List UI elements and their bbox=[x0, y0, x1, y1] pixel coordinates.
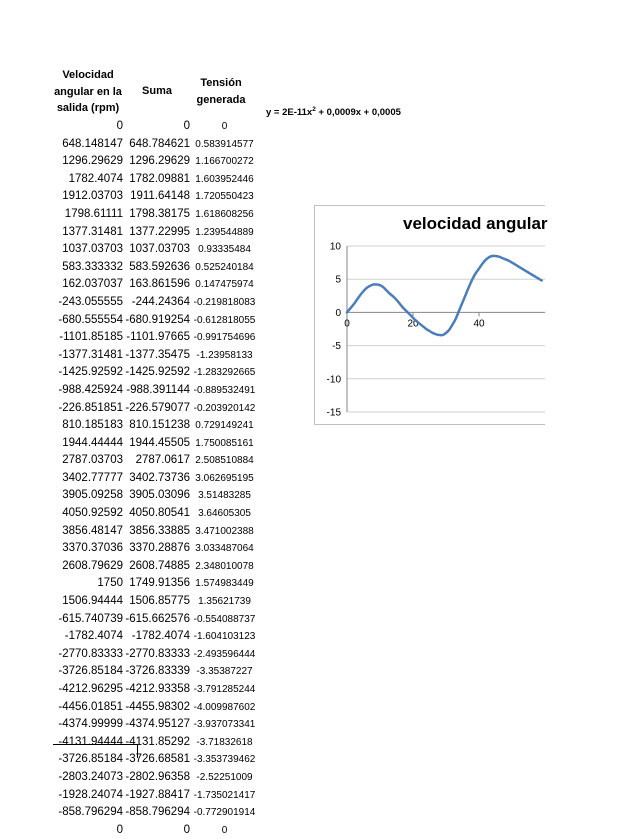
cell-border-bottom bbox=[53, 744, 137, 745]
cell-suma: 3856.33885 bbox=[129, 524, 190, 537]
table-row bbox=[50, 663, 258, 681]
cell-suma: 4050.80541 bbox=[129, 507, 190, 520]
cell-tension: 3.51483285 bbox=[198, 490, 251, 502]
cell-velocidad: -680.555554 bbox=[58, 313, 123, 326]
header-line: Suma bbox=[142, 85, 172, 97]
table-row bbox=[50, 523, 258, 541]
table-row bbox=[50, 329, 258, 347]
cell-velocidad: -1101.85185 bbox=[59, 331, 123, 344]
cell-suma: -988.391144 bbox=[126, 383, 190, 396]
cell-tension: 1.750085161 bbox=[195, 437, 254, 449]
table-row bbox=[50, 347, 258, 365]
table-row bbox=[50, 136, 258, 154]
cell-velocidad: -4212.96295 bbox=[58, 683, 123, 695]
table-row bbox=[50, 769, 258, 787]
cell-suma: -1377.35475 bbox=[125, 348, 190, 361]
cell-tension: 0 bbox=[221, 824, 228, 836]
cell-suma: -4455.98302 bbox=[125, 700, 190, 713]
chart-plot bbox=[315, 206, 545, 424]
table-row bbox=[50, 751, 258, 769]
cell-suma: -4131.85292 bbox=[125, 735, 190, 748]
cell-suma: -1425.92592 bbox=[125, 366, 190, 379]
cell-velocidad: 1377.31481 bbox=[62, 225, 123, 238]
equation-lhs: y = 2E-11x bbox=[266, 107, 313, 118]
table-row bbox=[50, 734, 258, 752]
cell-tension: -3.937073341 bbox=[193, 719, 256, 731]
cell-tension: -0.554088737 bbox=[193, 613, 256, 625]
cell-tension: -0.772901914 bbox=[193, 807, 256, 819]
table-row bbox=[50, 171, 258, 189]
cell-velocidad: -1928.24074 bbox=[58, 788, 123, 801]
cell-suma: 1037.03703 bbox=[129, 243, 190, 256]
cell-tension: -1.735021417 bbox=[193, 789, 256, 801]
cell-tension: -3.35387227 bbox=[196, 666, 253, 678]
cell-tension: -1.604103123 bbox=[193, 631, 256, 643]
equation-rhs: + 0,0009x + 0,0005 bbox=[315, 107, 401, 118]
cell-tension: 1.574983449 bbox=[195, 578, 254, 590]
cell-velocidad: -858.796294 bbox=[58, 806, 123, 819]
cell-suma: -226.579077 bbox=[125, 401, 190, 414]
cell-velocidad: 1798.61111 bbox=[64, 207, 123, 220]
cell-suma: 0 bbox=[183, 823, 190, 836]
table-row bbox=[50, 312, 258, 330]
cell-suma: -3726.68581 bbox=[125, 753, 190, 766]
cell-suma: -2770.83333 bbox=[125, 647, 190, 660]
cell-tension: -4.009987602 bbox=[193, 701, 256, 713]
cell-velocidad: -615.740739 bbox=[58, 612, 123, 625]
cell-velocidad: -4456.01851 bbox=[58, 700, 123, 713]
cell-tension: 1.603952446 bbox=[195, 173, 254, 185]
table-body bbox=[50, 118, 258, 839]
cell-suma: 2608.74885 bbox=[129, 559, 190, 572]
cell-velocidad: -2803.24073 bbox=[58, 770, 123, 783]
cell-suma: 3905.03096 bbox=[129, 489, 190, 502]
y-tick-label: 10 bbox=[329, 241, 341, 253]
cell-tension: 1.166700272 bbox=[195, 156, 254, 168]
table-row bbox=[50, 558, 258, 576]
cell-velocidad: 0 bbox=[116, 120, 123, 132]
header-tension-generada bbox=[188, 75, 254, 108]
cell-suma: 3370.28876 bbox=[129, 542, 190, 555]
cell-tension: 1.239544889 bbox=[195, 226, 254, 238]
cell-suma: 1944.45505 bbox=[129, 436, 190, 449]
data-table bbox=[50, 118, 258, 839]
cell-tension: 0.525240184 bbox=[195, 261, 254, 273]
header-line: generada bbox=[196, 93, 246, 106]
table-row bbox=[50, 575, 258, 593]
cell-velocidad: 1296.29629 bbox=[62, 155, 123, 168]
table-row bbox=[50, 681, 258, 699]
cell-tension: 3.033487064 bbox=[195, 543, 254, 555]
cell-velocidad: -4131.94444 bbox=[58, 735, 123, 748]
cell-velocidad: -988.425924 bbox=[58, 383, 123, 396]
trendline-equation bbox=[266, 106, 401, 118]
cell-suma: -1782.4074 bbox=[131, 630, 190, 643]
cell-suma: 2787.0617 bbox=[135, 454, 190, 467]
cell-suma: -680.919254 bbox=[125, 313, 190, 326]
table-row bbox=[50, 611, 258, 629]
table-row bbox=[50, 417, 258, 435]
table-row bbox=[50, 400, 258, 418]
cell-velocidad: 3370.37036 bbox=[62, 542, 123, 555]
header-velocidad-angular bbox=[52, 67, 124, 117]
y-tick-label: -10 bbox=[326, 374, 341, 386]
cell-tension: -3.71832618 bbox=[196, 736, 253, 748]
cell-tension: -3.791285244 bbox=[193, 684, 256, 695]
cell-velocidad: 1944.44444 bbox=[62, 436, 123, 449]
series-line bbox=[347, 256, 542, 335]
header-line: angular en la bbox=[54, 85, 122, 98]
table-row bbox=[50, 628, 258, 646]
table-row bbox=[50, 294, 258, 312]
cell-suma: -615.662576 bbox=[125, 612, 190, 625]
table-row bbox=[50, 118, 258, 136]
table-row bbox=[50, 153, 258, 171]
table-row bbox=[50, 787, 258, 805]
cell-tension: -2.52251009 bbox=[196, 771, 253, 783]
table-row bbox=[50, 206, 258, 224]
cell-velocidad: -243.055555 bbox=[58, 295, 123, 308]
table-row bbox=[50, 487, 258, 505]
y-tick-label: -5 bbox=[332, 341, 341, 353]
cell-suma: -858.796294 bbox=[125, 806, 190, 819]
cell-velocidad: 2608.79629 bbox=[62, 559, 123, 572]
table-row bbox=[50, 259, 258, 277]
cell-tension: 1.618608256 bbox=[195, 208, 254, 220]
table-row bbox=[50, 276, 258, 294]
cell-tension: -0.889532491 bbox=[193, 384, 256, 396]
cell-velocidad: -3726.85184 bbox=[58, 665, 123, 678]
cell-suma: 1911.64148 bbox=[130, 190, 190, 203]
table-row bbox=[50, 452, 258, 470]
table-row bbox=[50, 435, 258, 453]
table-row bbox=[50, 593, 258, 611]
cell-tension: 3.64605305 bbox=[198, 508, 251, 520]
cell-velocidad: 0 bbox=[116, 823, 123, 836]
cell-velocidad: 162.037037 bbox=[62, 278, 123, 291]
cell-suma: 1296.29629 bbox=[129, 155, 190, 168]
x-tick-label: 0 bbox=[344, 318, 350, 330]
cell-velocidad: 583.333332 bbox=[62, 260, 123, 273]
cell-tension: 2.508510884 bbox=[195, 455, 254, 467]
equation-exponent: 2 bbox=[312, 106, 316, 113]
cell-tension: -1.23958133 bbox=[196, 349, 253, 361]
cell-velocidad: 810.185183 bbox=[62, 419, 123, 432]
header-line: Velocidad bbox=[62, 69, 114, 81]
header-line: salida (rpm) bbox=[56, 102, 120, 114]
cell-velocidad: 1037.03703 bbox=[62, 243, 123, 256]
cell-velocidad: 4050.92592 bbox=[62, 507, 123, 520]
cell-velocidad: 648.148147 bbox=[62, 137, 123, 150]
cell-velocidad: 3905.09258 bbox=[62, 489, 123, 502]
cell-velocidad: -226.851851 bbox=[58, 401, 123, 414]
cell-suma: 1506.85775 bbox=[129, 595, 190, 608]
cell-tension: -0.991754696 bbox=[193, 332, 256, 344]
table-row bbox=[50, 188, 258, 206]
cell-tension: -2.493596444 bbox=[193, 648, 256, 660]
y-tick-label: 5 bbox=[335, 274, 341, 286]
table-row bbox=[50, 540, 258, 558]
cell-tension: 3.471002388 bbox=[195, 525, 254, 537]
table-row bbox=[50, 699, 258, 717]
cell-suma: 648.784621 bbox=[129, 137, 190, 150]
cell-suma: -1101.97665 bbox=[126, 331, 190, 344]
cell-tension: 2.348010078 bbox=[195, 560, 254, 572]
cell-suma: 3402.73736 bbox=[129, 471, 190, 484]
cell-suma: -1927.88417 bbox=[125, 788, 190, 801]
cell-tension: 0.93335484 bbox=[198, 244, 251, 256]
cell-tension: 0.583914577 bbox=[195, 138, 254, 150]
cell-velocidad: -4374.99999 bbox=[58, 718, 123, 731]
header-suma bbox=[126, 83, 188, 100]
cell-velocidad: -1377.31481 bbox=[58, 348, 123, 361]
cell-tension: 0.147475974 bbox=[195, 279, 254, 291]
table-row bbox=[50, 804, 258, 822]
table-row bbox=[50, 716, 258, 734]
cell-velocidad: 1782.4074 bbox=[68, 172, 123, 185]
cell-velocidad: 1750 bbox=[97, 577, 123, 590]
cell-suma: 163.861596 bbox=[129, 278, 190, 291]
cell-velocidad: -1425.92592 bbox=[58, 366, 123, 379]
cell-tension: 1.720550423 bbox=[195, 191, 254, 203]
table-row bbox=[50, 646, 258, 664]
x-tick-label: 40 bbox=[473, 318, 485, 330]
table-row bbox=[50, 224, 258, 242]
cell-velocidad: 1912.03703 bbox=[62, 190, 123, 203]
line-chart bbox=[314, 205, 548, 425]
header-line: Tensión bbox=[200, 77, 242, 89]
cell-suma: 1782.09881 bbox=[129, 172, 190, 185]
cell-tension: -1.283292665 bbox=[193, 367, 256, 379]
cell-velocidad: -3726.85184 bbox=[58, 753, 123, 766]
cell-suma: -3726.83339 bbox=[125, 665, 190, 678]
table-row bbox=[50, 241, 258, 259]
cell-tension: -0.203920142 bbox=[193, 402, 256, 414]
cell-velocidad: -2770.83333 bbox=[58, 647, 123, 660]
x-tick-label: 20 bbox=[407, 318, 419, 330]
cell-velocidad: 1506.94444 bbox=[62, 595, 123, 608]
table-row bbox=[50, 382, 258, 400]
cell-velocidad: -1782.4074 bbox=[64, 630, 123, 643]
table-row bbox=[50, 822, 258, 839]
cell-suma: -244.24364 bbox=[131, 295, 190, 308]
cell-suma: 1798.38175 bbox=[129, 207, 190, 220]
cell-suma: 810.151238 bbox=[129, 419, 190, 432]
chart-title: velocidad angular bbox=[403, 214, 548, 233]
cell-velocidad: 3402.77777 bbox=[62, 471, 123, 484]
table-row bbox=[50, 505, 258, 523]
cell-tension: -0.219818083 bbox=[193, 296, 256, 308]
cell-suma: 0 bbox=[183, 120, 190, 132]
cell-suma: -2802.96358 bbox=[125, 770, 190, 783]
cell-velocidad: 3856.48147 bbox=[62, 524, 123, 537]
cell-velocidad: 2787.03703 bbox=[62, 454, 123, 467]
cell-tension: -0.612818055 bbox=[193, 314, 256, 326]
cell-suma: 1377.22995 bbox=[129, 225, 190, 238]
cell-tension: 1.35621739 bbox=[198, 596, 251, 608]
y-tick-label: -15 bbox=[326, 407, 341, 419]
cell-border-right bbox=[137, 744, 138, 758]
cell-tension: 3.062695195 bbox=[195, 472, 254, 484]
cell-suma: 1749.91356 bbox=[129, 577, 190, 590]
table-row bbox=[50, 470, 258, 488]
cell-suma: -4212.93358 bbox=[125, 683, 190, 695]
table-row bbox=[50, 364, 258, 382]
cell-tension: -3.353739462 bbox=[193, 754, 256, 766]
y-tick-label: 0 bbox=[335, 307, 341, 319]
cell-tension: 0.729149241 bbox=[195, 420, 254, 432]
cell-suma: -4374.95127 bbox=[125, 718, 190, 731]
cell-tension: 0 bbox=[221, 121, 228, 132]
cell-suma: 583.592636 bbox=[129, 260, 190, 273]
